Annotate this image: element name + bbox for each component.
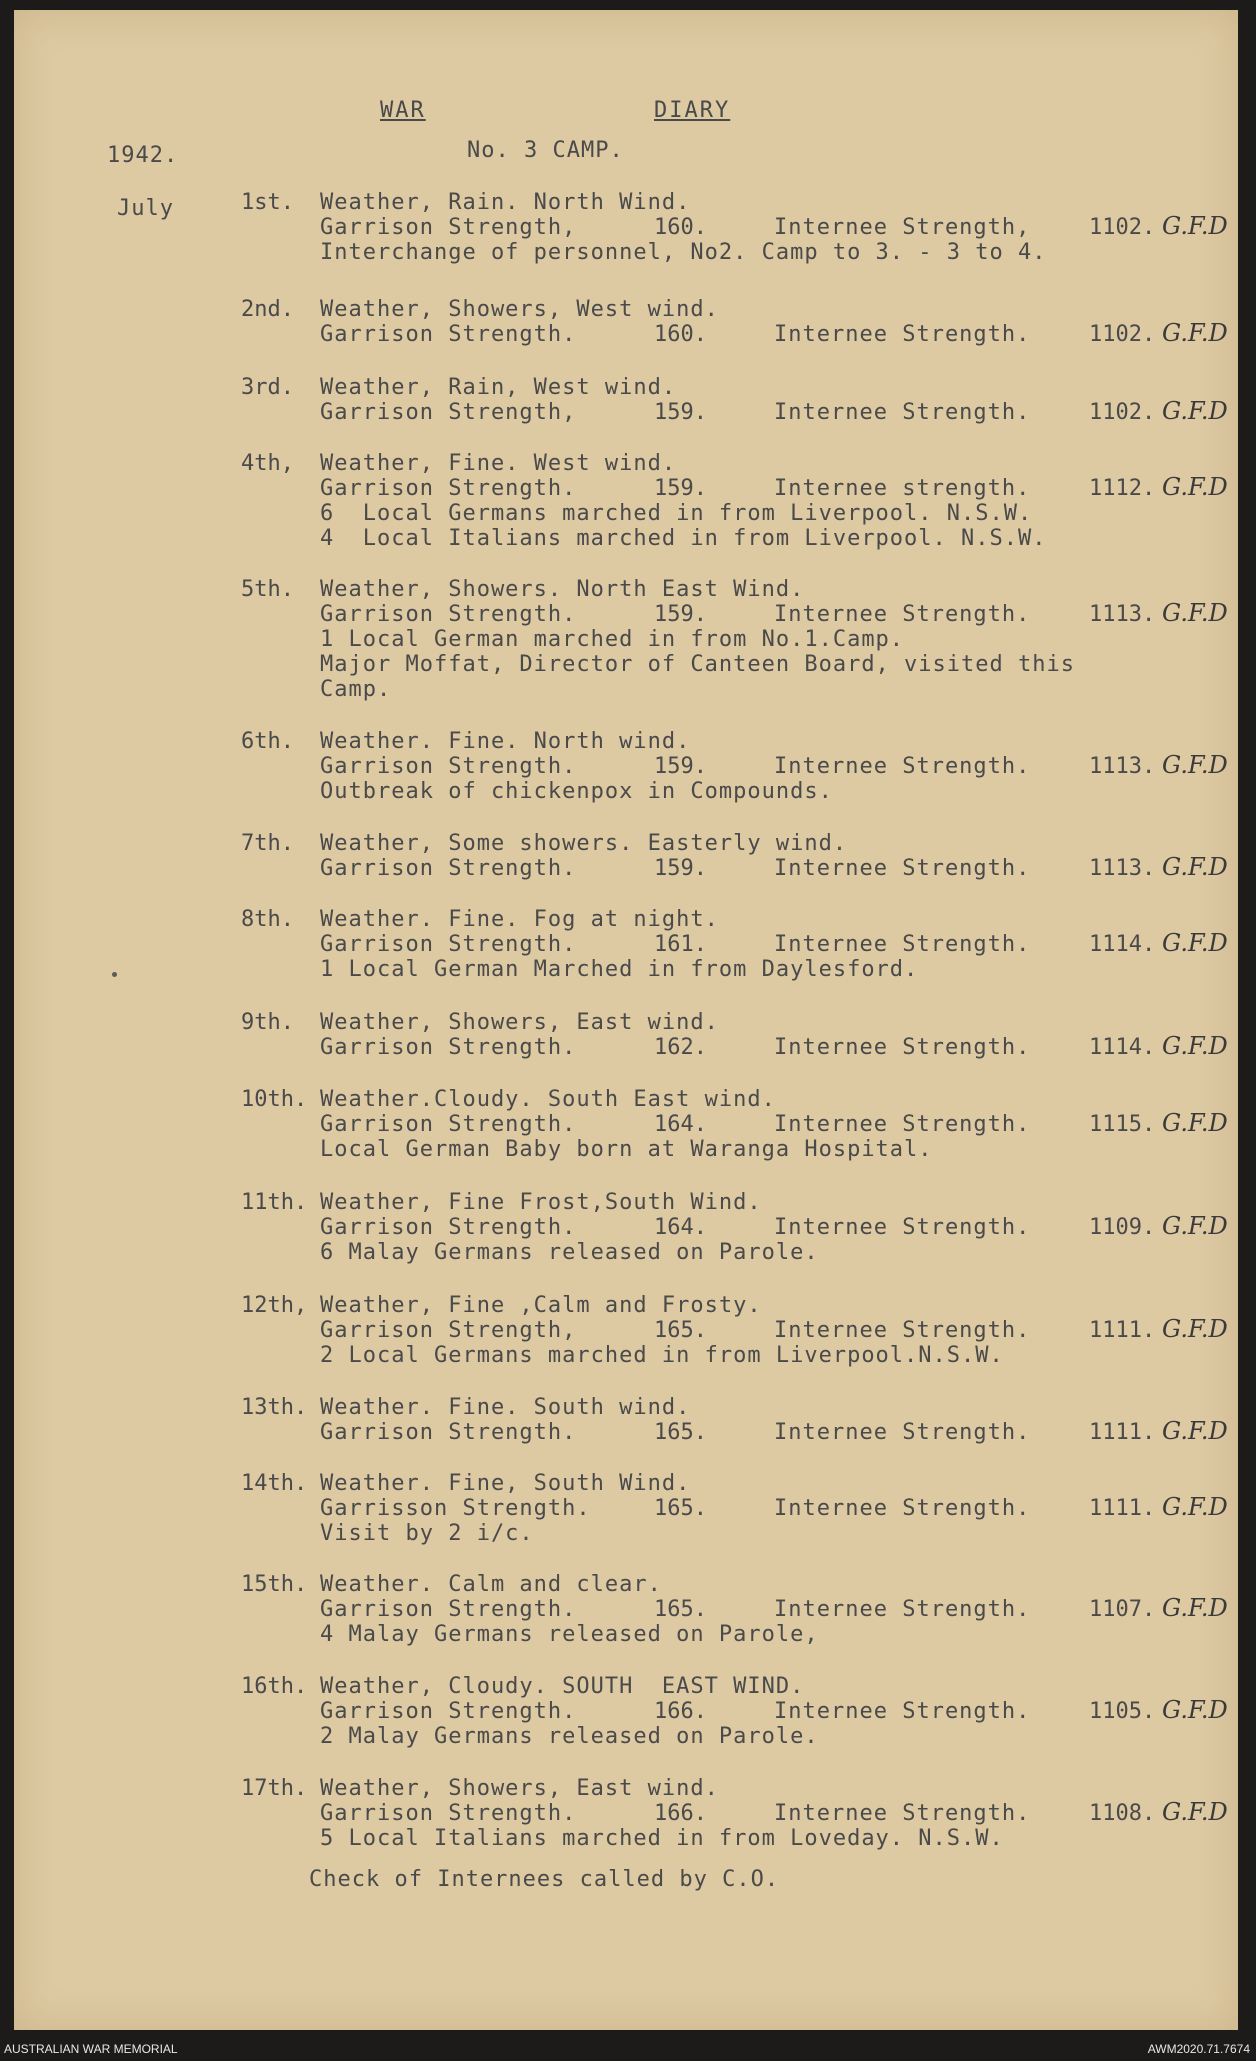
internee-strength: 1115. xyxy=(1089,1112,1156,1137)
title-war: WAR xyxy=(380,98,426,123)
internee-strength: 1114. xyxy=(1089,932,1156,957)
internee-strength: 1107. xyxy=(1089,1597,1156,1622)
garrison-label: Garrison Strength. xyxy=(320,754,577,779)
entry-weather: Weather. Fine, South Wind. xyxy=(320,1471,691,1496)
internee-strength: 1114. xyxy=(1089,1035,1156,1060)
garrison-label: Garrison Strength. xyxy=(320,1035,577,1060)
initials-signature: G.F.D xyxy=(1162,397,1228,425)
internee-label: Internee Strength. xyxy=(774,1035,1031,1060)
entry-note: Visit by 2 i/c. xyxy=(320,1521,534,1546)
garrison-label: Garrison Strength, xyxy=(320,215,577,240)
internee-strength: 1105. xyxy=(1089,1699,1156,1724)
ink-mark xyxy=(112,972,117,977)
entry-date: 6th. xyxy=(241,729,294,754)
entry-note: Outbreak of chickenpox in Compounds. xyxy=(320,779,833,804)
entry-note: Camp. xyxy=(320,677,392,702)
entry-note: 2 Malay Germans released on Parole. xyxy=(320,1724,819,1749)
internee-label: Internee Strength. xyxy=(774,1496,1031,1521)
entry-date: 17th. xyxy=(241,1776,308,1801)
garrison-strength: 159. xyxy=(654,856,707,881)
initials-signature: G.F.D xyxy=(1162,212,1228,240)
internee-label: Internee strength. xyxy=(774,476,1031,501)
garrison-label: Garrison Strength. xyxy=(320,856,577,881)
internee-strength: 1112. xyxy=(1089,476,1156,501)
garrison-strength: 166. xyxy=(654,1699,707,1724)
entry-date: 8th. xyxy=(241,907,294,932)
garrison-strength: 161. xyxy=(654,932,707,957)
entry-note: 2 Local Germans marched in from Liverpool.N.S.W. xyxy=(320,1343,1004,1368)
garrison-label: Garrison Strength. xyxy=(320,602,577,627)
garrison-label: Garrisson Strength. xyxy=(320,1496,591,1521)
entry-date: 5th. xyxy=(241,577,294,602)
garrison-strength: 165. xyxy=(654,1597,707,1622)
garrison-label: Garrison Strength, xyxy=(320,1318,577,1343)
entry-note: 4 Malay Germans released on Parole, xyxy=(320,1622,819,1647)
internee-label: Internee Strength. xyxy=(774,322,1031,347)
internee-strength: 1113. xyxy=(1089,602,1156,627)
internee-label: Internee Strength. xyxy=(774,602,1031,627)
internee-label: Internee Strength. xyxy=(774,1801,1031,1826)
entry-note: 1 Local German marched in from No.1.Camp. xyxy=(320,627,905,652)
internee-strength: 1113. xyxy=(1089,856,1156,881)
year: 1942. xyxy=(107,143,179,168)
internee-strength: 1108. xyxy=(1089,1801,1156,1826)
closing-note: Check of Internees called by C.O. xyxy=(309,1867,780,1892)
entry-date: 4th, xyxy=(241,451,294,476)
garrison-label: Garrison Strength. xyxy=(320,1699,577,1724)
internee-label: Internee Strength, xyxy=(774,215,1031,240)
entry-date: 2nd. xyxy=(241,297,294,322)
entry-date: 12th, xyxy=(241,1293,308,1318)
entry-date: 16th. xyxy=(241,1674,308,1699)
garrison-strength: 159. xyxy=(654,754,707,779)
entry-note: 6 Malay Germans released on Parole. xyxy=(320,1240,819,1265)
initials-signature: G.F.D xyxy=(1162,853,1228,881)
internee-label: Internee Strength. xyxy=(774,856,1031,881)
internee-strength: 1111. xyxy=(1089,1318,1156,1343)
garrison-strength: 164. xyxy=(654,1112,707,1137)
garrison-label: Garrison Strength. xyxy=(320,1420,577,1445)
entry-date: 1st. xyxy=(241,190,294,215)
entry-note: 6 Local Germans marched in from Liverpool. N.S.W. xyxy=(320,501,1033,526)
internee-strength: 1102. xyxy=(1089,322,1156,347)
footer-left: AUSTRALIAN WAR MEMORIAL xyxy=(4,2042,178,2056)
initials-signature: G.F.D xyxy=(1162,1109,1228,1137)
entry-note: Interchange of personnel, No2. Camp to 3. - 3 to 4. xyxy=(320,240,1047,265)
entry-date: 14th. xyxy=(241,1471,308,1496)
entry-weather: Weather, Showers, West wind. xyxy=(320,297,719,322)
entry-weather: Weather, Fine ,Calm and Frosty. xyxy=(320,1293,762,1318)
initials-signature: G.F.D xyxy=(1162,929,1228,957)
entry-note: Major Moffat, Director of Canteen Board, visited this xyxy=(320,652,1075,677)
entry-weather: Weather, Fine Frost,South Wind. xyxy=(320,1190,762,1215)
diary-page xyxy=(14,10,1238,2030)
entry-note: 4 Local Italians marched in from Liverpool. N.S.W. xyxy=(320,526,1047,551)
internee-strength: 1111. xyxy=(1089,1420,1156,1445)
entry-note: 5 Local Italians marched in from Loveday. N.S.W. xyxy=(320,1826,1004,1851)
internee-strength: 1102. xyxy=(1089,400,1156,425)
initials-signature: G.F.D xyxy=(1162,751,1228,779)
entry-weather: Weather, Rain. North Wind. xyxy=(320,190,691,215)
garrison-strength: 159. xyxy=(654,602,707,627)
garrison-strength: 166. xyxy=(654,1801,707,1826)
garrison-strength: 160. xyxy=(654,215,707,240)
internee-label: Internee Strength. xyxy=(774,754,1031,779)
entry-weather: Weather, Fine. West wind. xyxy=(320,451,677,476)
internee-label: Internee Strength. xyxy=(774,1699,1031,1724)
garrison-strength: 165. xyxy=(654,1420,707,1445)
internee-label: Internee Strength. xyxy=(774,1420,1031,1445)
internee-label: Internee Strength. xyxy=(774,932,1031,957)
initials-signature: G.F.D xyxy=(1162,1032,1228,1060)
entry-date: 7th. xyxy=(241,831,294,856)
initials-signature: G.F.D xyxy=(1162,1417,1228,1445)
internee-strength: 1102. xyxy=(1089,215,1156,240)
garrison-label: Garrison Strength. xyxy=(320,1597,577,1622)
garrison-strength: 165. xyxy=(654,1496,707,1521)
entry-weather: Weather. Calm and clear. xyxy=(320,1572,662,1597)
entry-date: 9th. xyxy=(241,1010,294,1035)
garrison-strength: 165. xyxy=(654,1318,707,1343)
camp-title: No. 3 CAMP. xyxy=(467,138,624,163)
internee-label: Internee Strength. xyxy=(774,1597,1031,1622)
internee-label: Internee Strength. xyxy=(774,1112,1031,1137)
initials-signature: G.F.D xyxy=(1162,599,1228,627)
entry-note: 1 Local German Marched in from Daylesford. xyxy=(320,957,919,982)
entry-weather: Weather, Rain, West wind. xyxy=(320,375,677,400)
entry-weather: Weather, Cloudy. SOUTH EAST WIND. xyxy=(320,1674,805,1699)
garrison-label: Garrison Strength, xyxy=(320,400,577,425)
title-diary: DIARY xyxy=(654,98,731,123)
initials-signature: G.F.D xyxy=(1162,1315,1228,1343)
entry-weather: Weather. Fine. North wind. xyxy=(320,729,691,754)
garrison-strength: 162. xyxy=(654,1035,707,1060)
garrison-label: Garrison Strength. xyxy=(320,476,577,501)
footer-right: AWM2020.71.7674 xyxy=(1147,2042,1250,2056)
garrison-strength: 159. xyxy=(654,476,707,501)
entry-weather: Weather, Showers. North East Wind. xyxy=(320,577,805,602)
entry-note: Local German Baby born at Waranga Hospital. xyxy=(320,1137,933,1162)
initials-signature: G.F.D xyxy=(1162,319,1228,347)
internee-label: Internee Strength. xyxy=(774,1215,1031,1240)
garrison-strength: 160. xyxy=(654,322,707,347)
entry-weather: Weather, Showers, East wind. xyxy=(320,1010,719,1035)
garrison-label: Garrison Strength. xyxy=(320,1215,577,1240)
entry-date: 13th. xyxy=(241,1395,308,1420)
initials-signature: G.F.D xyxy=(1162,1696,1228,1724)
initials-signature: G.F.D xyxy=(1162,473,1228,501)
internee-strength: 1111. xyxy=(1089,1496,1156,1521)
entry-weather: Weather. Fine. Fog at night. xyxy=(320,907,719,932)
garrison-label: Garrison Strength. xyxy=(320,1112,577,1137)
garrison-label: Garrison Strength. xyxy=(320,322,577,347)
initials-signature: G.F.D xyxy=(1162,1212,1228,1240)
garrison-label: Garrison Strength. xyxy=(320,932,577,957)
internee-label: Internee Strength. xyxy=(774,400,1031,425)
entry-weather: Weather, Some showers. Easterly wind. xyxy=(320,831,848,856)
initials-signature: G.F.D xyxy=(1162,1594,1228,1622)
internee-strength: 1113. xyxy=(1089,754,1156,779)
garrison-strength: 159. xyxy=(654,400,707,425)
entry-date: 11th. xyxy=(241,1190,308,1215)
entry-date: 3rd. xyxy=(241,375,294,400)
garrison-strength: 164. xyxy=(654,1215,707,1240)
initials-signature: G.F.D xyxy=(1162,1493,1228,1521)
entry-weather: Weather.Cloudy. South East wind. xyxy=(320,1087,776,1112)
initials-signature: G.F.D xyxy=(1162,1798,1228,1826)
month: July xyxy=(117,196,174,221)
entry-weather: Weather. Fine. South wind. xyxy=(320,1395,691,1420)
garrison-label: Garrison Strength. xyxy=(320,1801,577,1826)
entry-date: 10th. xyxy=(241,1087,308,1112)
internee-strength: 1109. xyxy=(1089,1215,1156,1240)
entry-date: 15th. xyxy=(241,1572,308,1597)
internee-label: Internee Strength. xyxy=(774,1318,1031,1343)
entry-weather: Weather, Showers, East wind. xyxy=(320,1776,719,1801)
